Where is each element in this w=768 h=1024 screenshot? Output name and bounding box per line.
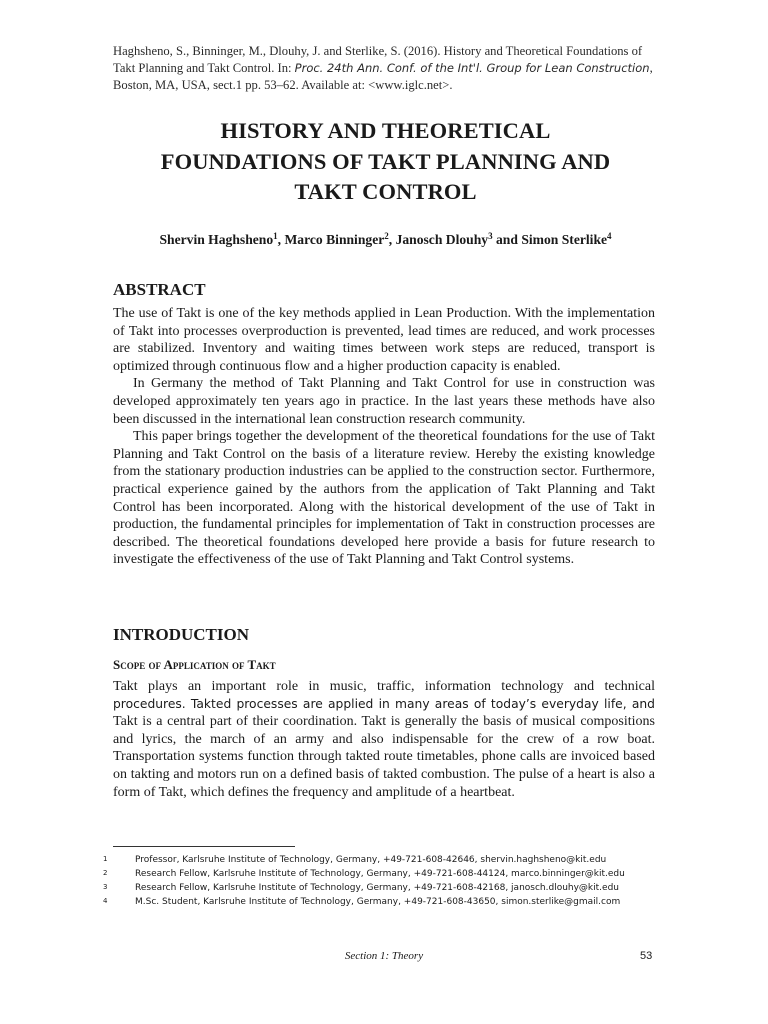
citation-block <box>113 43 658 94</box>
footnote-item <box>103 895 663 909</box>
citation-line-1: Haghsheno, S., Binninger, M., Dlouhy, J. and Sterlike, S. (2016). History and Theoretical Foundations of <box>113 44 643 58</box>
footnote-item <box>103 881 663 895</box>
footnote-number: 3 <box>103 883 108 891</box>
introduction-paragraph-1: Takt plays an important role in music, traffic, information technology and technical procedures. Takted processes are applied in many areas of today’s everyday life, and Takt is a central part of their coordination. Takt is generally the basis of musical compositions and lyrics, the march of an army and also indispensable for the crew of a row boat. Transportation systems function through takted route timetables, phone calls are invoiced based on takting and motors run on a defined basis of takted combustion. The pulse of a heart is also a form of Takt, which defines the frequency and amplitude of a heartbeat. <box>113 679 655 800</box>
title-line-3: TAKT CONTROL <box>294 179 477 204</box>
author-name: Simon Sterlike <box>521 232 608 247</box>
footnote-number: 1 <box>103 855 108 863</box>
footnote-text: Professor, Karlsruhe Institute of Technology, Germany, +49-721-608-42646, shervin.haghsheno@kit.edu <box>135 855 607 865</box>
author-list: Shervin Haghsheno$^1$, Marco Binninger$^2$, Janosch Dlouhy$^3$ and Simon Sterlike$^4$ <box>159 231 612 247</box>
footnote-divider <box>113 846 295 847</box>
page-number: 53 <box>640 950 653 962</box>
footnote-marker: 3 <box>488 231 493 241</box>
author-name: Marco Binninger <box>284 232 385 247</box>
running-footer: Section 1: Theory <box>344 950 424 962</box>
abstract-paragraph-2: In Germany the method of Takt Planning and Takt Control for use in construction was developed approximately ten years ago in practice. In the last years these methods have also been discussed in the international lean construction research community. <box>113 376 655 427</box>
footnote-text: Research Fellow, Karlsruhe Institute of Technology, Germany, +49-721-608-42168, janosch.dlouhy@kit.edu <box>135 883 619 893</box>
footnote-marker: 4 <box>607 231 612 241</box>
paper-title <box>113 116 658 208</box>
citation-proceedings: Proc. 24th Ann. Conf. of the Int'l. Group for Lean Construction <box>294 61 650 75</box>
footnote-text: M.Sc. Student, Karlsruhe Institute of Technology, Germany, +49-721-608-43650, simon.sterlike@gmail.com <box>135 897 621 907</box>
footnote-number: 2 <box>103 869 108 877</box>
footnote-number: 4 <box>103 897 108 905</box>
abstract-paragraph-3: This paper brings together the development of the theoretical foundations for the use of Takt Planning and Takt Control on the basis of a literature review. Hereby the existing knowledge from the stationary production industries can be applied to the construction sector. Furthermore, practical experience gained by the authors from the application of Takt Planning and Takt Control has been incorporated. Along with the historical development of the use of Takt in production, the fundamental principles for implementation of Takt in construction processes are described. The theoretical foundations developed here provide a basis for future research to investigate the effectiveness of the use of Takt Planning and Takt Control systems. <box>113 429 655 568</box>
author-name: Janosch Dlouhy <box>395 232 489 247</box>
footnote-item <box>103 853 663 867</box>
footnote-text: Research Fellow, Karlsruhe Institute of Technology, Germany, +49-721-608-44124, marco.binninger@kit.edu <box>135 869 625 879</box>
title-line-1: HISTORY AND THEORETICAL <box>220 118 551 143</box>
footnote-marker: 2 <box>384 231 389 241</box>
abstract-heading: ABSTRACT <box>113 280 206 299</box>
footnote-marker: 1 <box>273 231 278 241</box>
section-subheading: Scope of Application of Takt <box>113 657 276 672</box>
footnote-item <box>103 867 663 881</box>
author-name: Shervin Haghsheno <box>159 232 274 247</box>
abstract-body <box>113 305 655 569</box>
introduction-heading: INTRODUCTION <box>113 625 250 644</box>
citation-line-3: Boston, MA, USA, sect.1 pp. 53–62. Available at: <www.iglc.net>. <box>113 78 453 92</box>
footnotes <box>103 853 663 909</box>
citation-line-2: Takt Planning and Takt Control. In: Proc. 24th Ann. Conf. of the Int'l. Group for Lean Construction, <box>113 61 653 75</box>
abstract-paragraph-1: The use of Takt is one of the key methods applied in Lean Production. With the implementation of Takt into processes overproduction is prevented, lead times are reduced, and work processes are stabilized. Inventory and waiting times between work steps are reduced, transport is optimized through continuous flow and a higher production capacity is enabled. <box>113 306 655 374</box>
introduction-body <box>113 678 655 801</box>
title-line-2: FOUNDATIONS OF TAKT PLANNING AND <box>160 148 611 174</box>
